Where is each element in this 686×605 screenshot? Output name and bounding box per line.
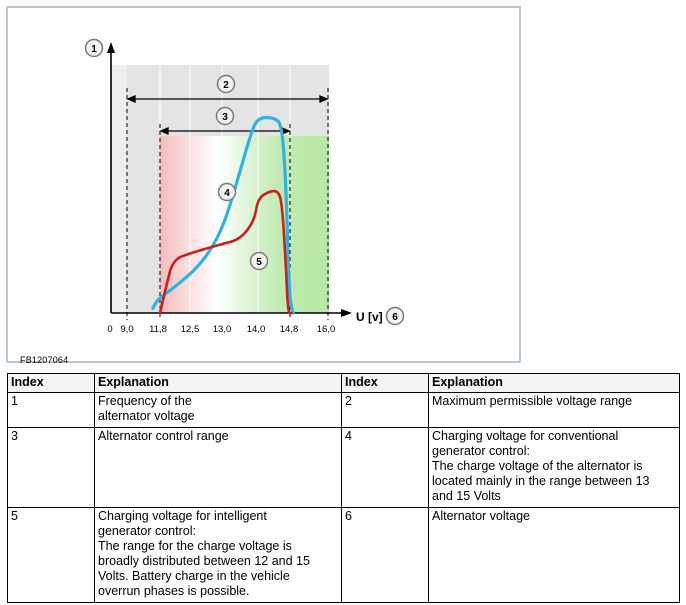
- table-row: [8, 508, 680, 603]
- figure-frame: [6, 6, 521, 363]
- tick-label-0: 0: [107, 324, 113, 335]
- callout-label-5: 5: [256, 257, 262, 268]
- header-explanation-2: Explanation: [429, 374, 680, 393]
- callout-label-4: 4: [224, 188, 230, 199]
- callout-label-3: 3: [222, 112, 228, 123]
- tick-label-11-8: 11,8: [149, 324, 167, 335]
- index-cell: 5: [8, 508, 95, 603]
- explanation-cell: Charging voltage for conventional generator control: The charge voltage of the alternator is located mainly in the range between 13 and 15 Volts: [429, 428, 680, 508]
- header-explanation: Explanation: [95, 374, 342, 393]
- legend-header-row: [8, 374, 680, 393]
- callout-label-1: 1: [91, 44, 97, 55]
- callout-6: [387, 308, 404, 325]
- index-cell: 6: [342, 508, 429, 603]
- callout-5: [251, 253, 268, 270]
- tick-label-14: 14,0: [246, 324, 266, 335]
- callout-1: [86, 40, 103, 57]
- callout-label-2: 2: [223, 80, 229, 91]
- table-row: [8, 393, 680, 428]
- index-cell: 4: [342, 428, 429, 508]
- voltage-diagram: [8, 8, 519, 361]
- explanation-cell: Frequency of the alternator voltage: [95, 393, 342, 428]
- index-cell: 2: [342, 393, 429, 428]
- x-axis-label: U [v]: [356, 310, 383, 324]
- header-index-2: Index: [342, 374, 429, 393]
- explanation-cell: Alternator voltage: [429, 508, 680, 603]
- header-index: Index: [8, 374, 95, 393]
- tick-label-9: 9,0: [120, 324, 134, 335]
- tick-label-16: 16,0: [316, 324, 336, 335]
- index-cell: 3: [8, 428, 95, 508]
- callout-label-6: 6: [392, 312, 398, 323]
- table-row: [8, 428, 680, 508]
- unused-region: [111, 65, 127, 313]
- tick-label-13: 13,0: [212, 324, 232, 335]
- explanation-cell: Maximum permissible voltage range: [429, 393, 680, 428]
- y-axis-arrowhead: [107, 42, 115, 53]
- tick-label-14-8: 14,8: [279, 324, 299, 335]
- x-axis-arrowhead: [341, 309, 352, 317]
- legend-table: [7, 373, 680, 603]
- explanation-cell: Charging voltage for intelligent generator control: The range for the charge voltage is broadly distributed between 12 and 15 Volts. Battery charge in the vehicle overrun phases is possible.: [95, 508, 342, 603]
- callout-3: [217, 108, 234, 125]
- callout-2: [218, 76, 235, 93]
- explanation-cell: Alternator control range: [95, 428, 342, 508]
- charge-zone: [160, 136, 329, 313]
- tick-label-12-5: 12,5: [180, 324, 200, 335]
- index-cell: 1: [8, 393, 95, 428]
- figure-id: FB1207064: [20, 355, 69, 365]
- callout-4: [219, 184, 236, 201]
